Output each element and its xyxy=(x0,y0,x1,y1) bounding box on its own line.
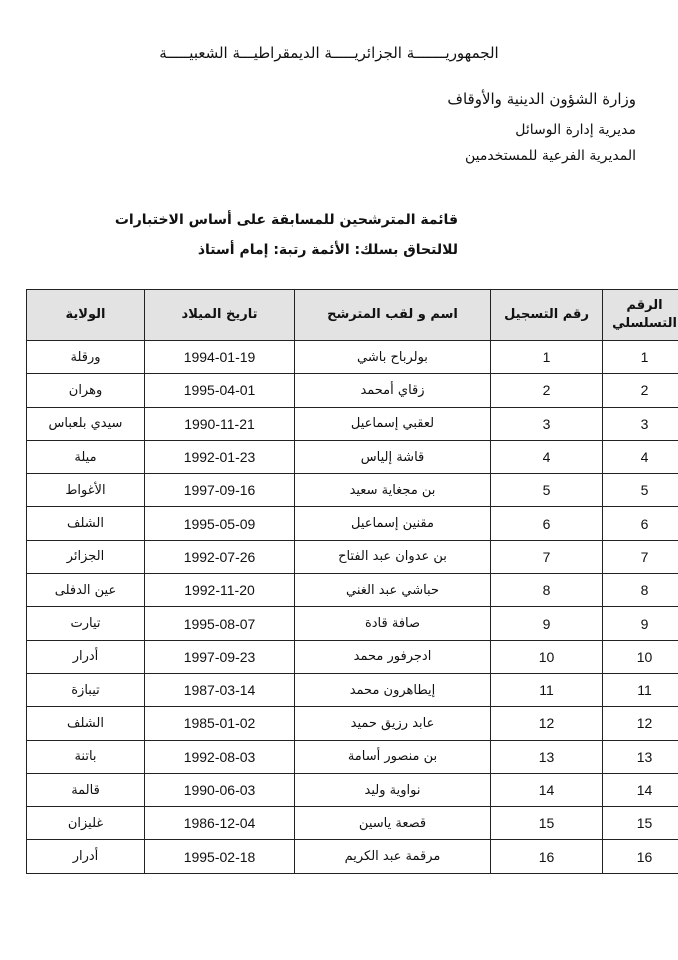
table-row xyxy=(27,707,678,740)
cell-name: نواوية وليد xyxy=(295,773,491,806)
document-title: قائمة المترشحين للمسابقة على أساس الاختبارات xyxy=(114,212,458,228)
cell-wilaya: الشلف xyxy=(27,507,145,540)
cell-registration: 2 xyxy=(491,374,603,407)
cell-wilaya: الجزائر xyxy=(27,540,145,573)
cell-birth-date: 1997-09-23 xyxy=(145,640,295,673)
table-row xyxy=(27,840,678,873)
cell-registration: 5 xyxy=(491,474,603,507)
cell-birth-date: 1986-12-04 xyxy=(145,807,295,840)
cell-birth-date: 1992-01-23 xyxy=(145,440,295,473)
cell-birth-date: 1992-08-03 xyxy=(145,740,295,773)
cell-birth-date: 1997-09-16 xyxy=(145,474,295,507)
cell-name: بن مجغاية سعيد xyxy=(295,474,491,507)
table-row xyxy=(27,407,678,440)
cell-wilaya: قالمة xyxy=(27,773,145,806)
cell-registration: 3 xyxy=(491,407,603,440)
cell-serial: 3 xyxy=(603,407,678,440)
cell-registration: 6 xyxy=(491,507,603,540)
table-row xyxy=(27,341,678,374)
header-wilaya: الولاية xyxy=(27,290,145,341)
cell-wilaya: تيارت xyxy=(27,607,145,640)
cell-birth-date: 1995-08-07 xyxy=(145,607,295,640)
cell-serial: 8 xyxy=(603,574,678,607)
cell-wilaya: وهران xyxy=(27,374,145,407)
cell-wilaya: أدرار xyxy=(27,840,145,873)
header-serial xyxy=(603,290,678,341)
cell-registration: 12 xyxy=(491,707,603,740)
cell-wilaya: ميلة xyxy=(27,440,145,473)
cell-wilaya: الأغواط xyxy=(27,474,145,507)
table-body xyxy=(27,341,678,874)
cell-registration: 14 xyxy=(491,773,603,806)
cell-birth-date: 1994-01-19 xyxy=(145,341,295,374)
document-subtitle: للالتحاق بسلك: الأئمة رتبة: إمام أستاذ xyxy=(197,242,458,258)
cell-name: صافة قادة xyxy=(295,607,491,640)
cell-serial: 4 xyxy=(603,440,678,473)
cell-birth-date: 1995-02-18 xyxy=(145,840,295,873)
table-row xyxy=(27,374,678,407)
header-serial-line1: الرقم xyxy=(626,298,663,313)
cell-registration: 10 xyxy=(491,640,603,673)
cell-birth-date: 1995-04-01 xyxy=(145,374,295,407)
cell-serial: 10 xyxy=(603,640,678,673)
cell-registration: 4 xyxy=(491,440,603,473)
subdirectorate-name: المديرية الفرعية للمستخدمين xyxy=(464,148,636,164)
cell-birth-date: 1995-05-09 xyxy=(145,507,295,540)
table-row xyxy=(27,673,678,706)
cell-name: قصعة ياسين xyxy=(295,807,491,840)
table-row xyxy=(27,507,678,540)
cell-serial: 13 xyxy=(603,740,678,773)
header-registration: رقم التسجيل xyxy=(491,290,603,341)
cell-serial: 7 xyxy=(603,540,678,573)
cell-birth-date: 1985-01-02 xyxy=(145,707,295,740)
republic-header: الجمهوريـــــــة الجزائريـــــة الديمقراطيـــة الشعبيـــــة xyxy=(159,44,499,62)
cell-registration: 16 xyxy=(491,840,603,873)
cell-serial: 9 xyxy=(603,607,678,640)
cell-serial: 15 xyxy=(603,807,678,840)
cell-serial: 6 xyxy=(603,507,678,540)
cell-serial: 11 xyxy=(603,673,678,706)
cell-registration: 1 xyxy=(491,341,603,374)
cell-name: قاشة إلياس xyxy=(295,440,491,473)
cell-name: بن عدوان عبد الفتاح xyxy=(295,540,491,573)
cell-birth-date: 1992-07-26 xyxy=(145,540,295,573)
cell-wilaya: ورقلة xyxy=(27,341,145,374)
cell-name: حباشي عبد الغني xyxy=(295,574,491,607)
cell-wilaya: أدرار xyxy=(27,640,145,673)
cell-name: بولرباح باشي xyxy=(295,341,491,374)
cell-wilaya: باتنة xyxy=(27,740,145,773)
cell-name: زقاي أمحمد xyxy=(295,374,491,407)
cell-registration: 7 xyxy=(491,540,603,573)
cell-wilaya: سيدي بلعباس xyxy=(27,407,145,440)
cell-serial: 1 xyxy=(603,341,678,374)
table-header-row xyxy=(27,290,678,341)
table-row xyxy=(27,574,678,607)
candidates-table xyxy=(26,289,678,874)
cell-birth-date: 1990-06-03 xyxy=(145,773,295,806)
cell-name: مرقمة عبد الكريم xyxy=(295,840,491,873)
header-name: اسم و لقب المترشح xyxy=(295,290,491,341)
cell-registration: 9 xyxy=(491,607,603,640)
cell-name: بن منصور أسامة xyxy=(295,740,491,773)
cell-serial: 2 xyxy=(603,374,678,407)
cell-serial: 14 xyxy=(603,773,678,806)
cell-registration: 15 xyxy=(491,807,603,840)
cell-birth-date: 1987-03-14 xyxy=(145,673,295,706)
cell-wilaya: الشلف xyxy=(27,707,145,740)
table-row xyxy=(27,440,678,473)
header-serial-line2: التسلسلي xyxy=(612,316,677,331)
table-row xyxy=(27,474,678,507)
table-row xyxy=(27,640,678,673)
cell-registration: 13 xyxy=(491,740,603,773)
cell-name: لعقبي إسماعيل xyxy=(295,407,491,440)
cell-serial: 16 xyxy=(603,840,678,873)
ministry-name: وزارة الشؤون الدينية والأوقاف xyxy=(447,90,636,108)
cell-name: مقنين إسماعيل xyxy=(295,507,491,540)
cell-birth-date: 1990-11-21 xyxy=(145,407,295,440)
cell-birth-date: 1992-11-20 xyxy=(145,574,295,607)
cell-registration: 8 xyxy=(491,574,603,607)
table-row xyxy=(27,540,678,573)
cell-name: ادجرفور محمد xyxy=(295,640,491,673)
cell-wilaya: عين الدفلى xyxy=(27,574,145,607)
cell-name: إيطاهرون محمد xyxy=(295,673,491,706)
table-row xyxy=(27,773,678,806)
cell-wilaya: تيبازة xyxy=(27,673,145,706)
directorate-name: مديرية إدارة الوسائل xyxy=(515,122,636,138)
table-row xyxy=(27,807,678,840)
table-row xyxy=(27,607,678,640)
cell-serial: 12 xyxy=(603,707,678,740)
cell-name: عابد رزيق حميد xyxy=(295,707,491,740)
cell-registration: 11 xyxy=(491,673,603,706)
header-birth-date: تاريخ الميلاد xyxy=(145,290,295,341)
cell-wilaya: غليزان xyxy=(27,807,145,840)
cell-serial: 5 xyxy=(603,474,678,507)
table-row xyxy=(27,740,678,773)
